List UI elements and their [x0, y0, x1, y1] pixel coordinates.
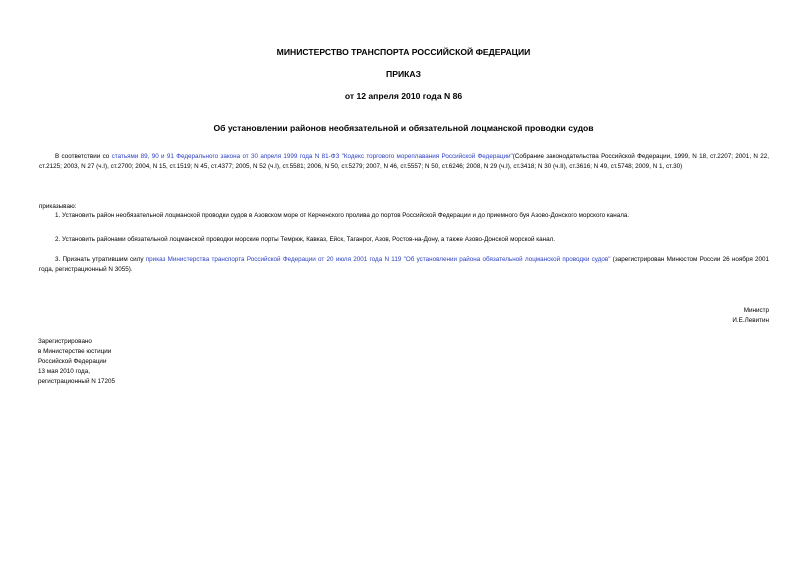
document-title: Об установлении районов необязательной и обязательной лоцманской проводки судов	[213, 123, 594, 133]
order-item-2: 2. Установить районами обязательной лоцманской проводки морские порты Темрюк, Кавказ, Ейск, Таганрог, Азов, Ростов-на-Дону, а также Азово-Донской морской канал.	[55, 236, 556, 243]
preamble-prefix: В соответствии со	[55, 153, 112, 160]
order-word: приказываю:	[39, 203, 77, 210]
law-reference-link[interactable]: статьями 89, 90 и 91 Федерального закона от 30 апреля 1999 года N 81-ФЗ "Кодекс торгового мореплавания Российской Федерации"	[111, 153, 513, 160]
registration-line-2: в Министерстве юстиции	[38, 348, 112, 355]
preamble-suffix: (Собрание законодательства Российской Федерации, 1999, N 18, ст.2207; 2001, N 22, ст.2125; 2003, N 27 (ч.I), ст.2700; 2004, N 15, ст.1519; N 45, ст.4377; 2005, N 52 (ч.I), ст.5581; 2006, N 50, ст.5279; 2007, N 46, ст.5557; N 50, ст.6246; 2008, N 29 (ч.I), ст.3418; N 30 (ч.II), ст.3616; N 49, ст.5748; 2009, N 1, ст.30)	[39, 153, 769, 170]
item3-suffix: (зарегистрирован Минюстом России 26 ноября 2001 года, регистрационный N 3055).	[39, 256, 769, 273]
registration-line-3: Российской Федерации	[38, 358, 107, 365]
order-item-3	[39, 255, 769, 274]
ministry-heading: МИНИСТЕРСТВО ТРАНСПОРТА РОССИЙСКОЙ ФЕДЕРАЦИИ	[276, 47, 531, 57]
repealed-order-link[interactable]: приказ Министерства транспорта Российской Федерации от 20 июля 2001 года N 119 "Об установлении района обязательной лоцманской проводки судов"	[145, 256, 611, 263]
registration-line-5: регистрационный N 17205	[38, 378, 116, 385]
item3-prefix: 3. Признать утратившим силу	[55, 256, 146, 263]
document-date-number: от 12 апреля 2010 года N 86	[344, 91, 463, 101]
registration-line-1: Зарегистрировано	[38, 338, 92, 345]
document-type: ПРИКАЗ	[386, 69, 421, 79]
signer-position: Министр	[743, 307, 769, 314]
preamble-paragraph	[39, 152, 769, 171]
registration-line-4: 13 мая 2010 года,	[38, 368, 90, 375]
order-item-1: 1. Установить район необязательной лоцманской проводки судов в Азовском море от Керченского пролива до портов Российской Федерации и до приемного буя Азово-Донского морского канала.	[55, 212, 630, 219]
signer-name: И.Е.Левитин	[732, 317, 769, 324]
